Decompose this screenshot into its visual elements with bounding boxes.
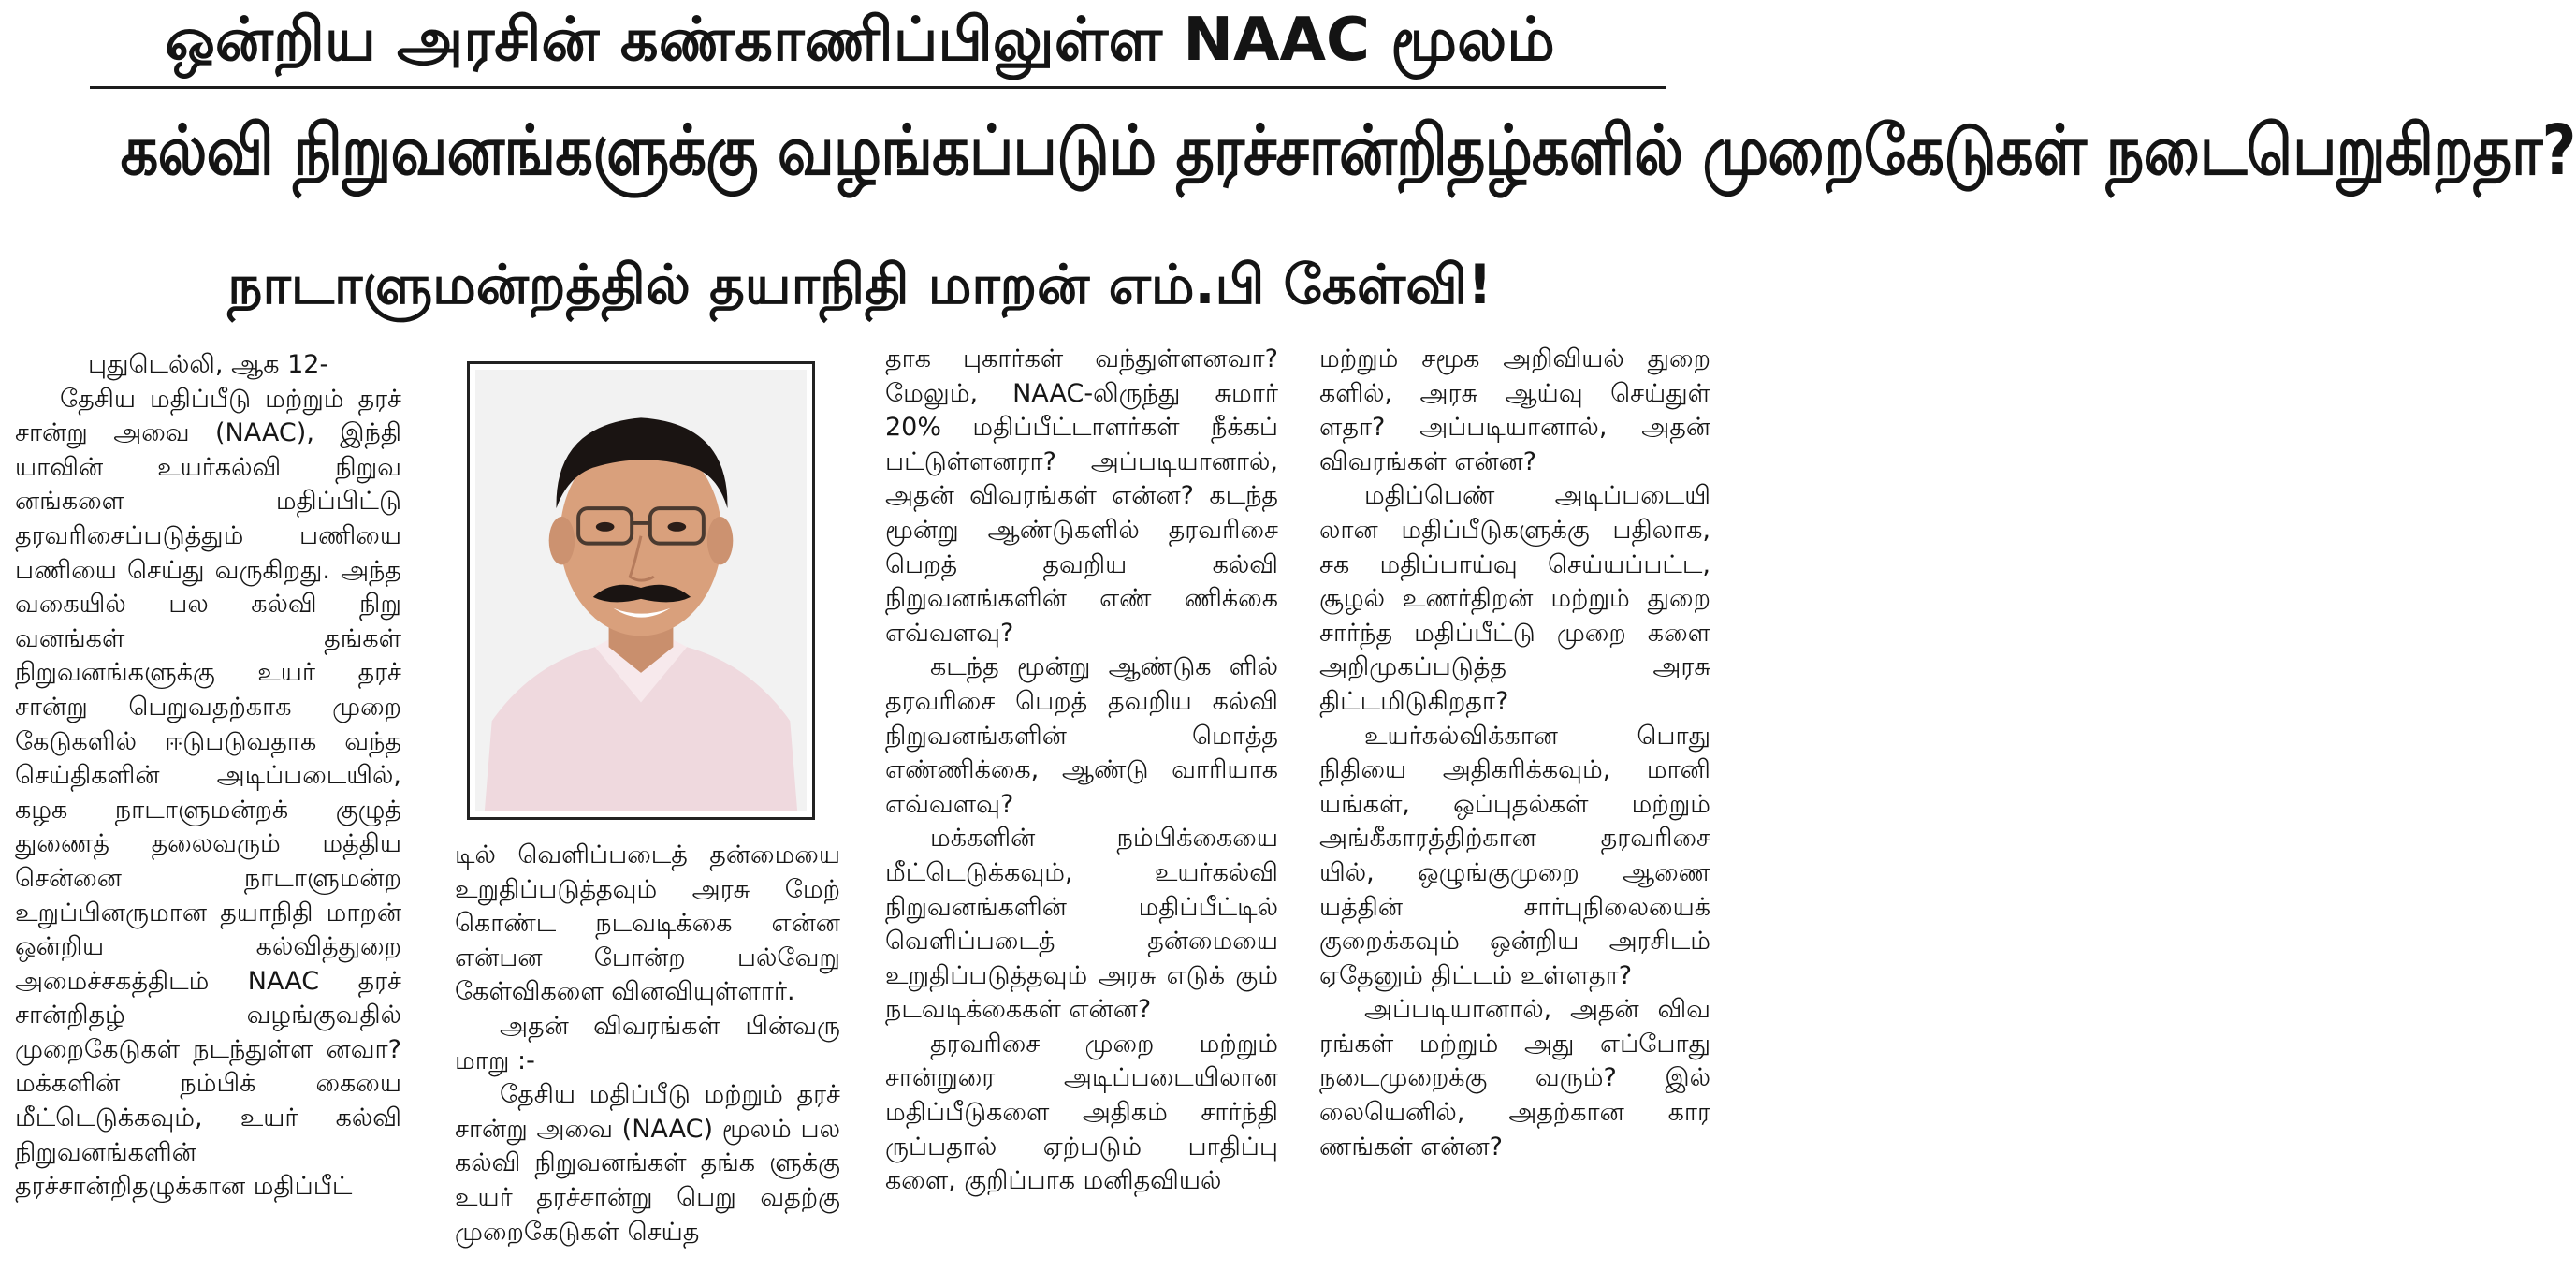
paragraph: கடந்த மூன்று ஆண்டுக ளில் தரவரிசை பெறத் தவறிய கல்வி நிறுவனங்களின் மொத்த எண்ணிக்கை, ஆண்டு வாரியாக எவ்வளவு? — [885, 652, 1278, 819]
paragraph: அப்படியானால், அதன் விவ ரங்கள் மற்றும் அது எப்போது நடைமுறைக்கு வரும்? இல் லையெனில், அதற்கான கார ணங்கள் என்ன? — [1319, 995, 1710, 1162]
headline-line-1: ஒன்றிய அரசின் கண்காணிப்பிலுள்ள NAAC மூலம் — [165, 6, 1555, 75]
paragraph: தரவரிசை முறை மற்றும் சான்றுரை அடிப்படையிலான மதிப்பீடுகளை அதிகம் சார்ந்தி ருப்பதால் ஏற்படும் பாதிப்பு களை, குறிப்பாக மனிதவியல் — [885, 1029, 1278, 1196]
portrait-photo — [475, 370, 807, 811]
paragraph: மக்களின் நம்பிக்கையை மீட்டெடுக்கவும், உயர்கல்வி நிறுவனங்களின் மதிப்பீட்டில் வெளிப்படைத் தன்மையை உறுதிப்படுத்தவும் அரசு எடுக் கும் நடவடிக்கைகள் என்ன? — [885, 824, 1278, 1025]
article-column-2 — [455, 839, 840, 1286]
article-column-4 — [1319, 343, 1710, 1279]
paragraph: தாக புகார்கள் வந்துள்ளனவா? மேலும், NAAC-லிருந்து சுமார் 20% மதிப்பீட்டாளர்கள் நீக்கப் பட்டுள்ளனரா? அப்படியானால், அதன் விவரங்கள் என்ன? கடந்த மூன்று ஆண்டுகளில் தரவரிசை பெறத் தவறிய கல்வி நிறுவனங்களின் எண் ணிக்கை எவ்வளவு? — [885, 344, 1278, 648]
dateline: புதுடெல்லி, ஆக 12- — [88, 350, 329, 379]
photo-frame — [467, 361, 815, 820]
article-column-1 — [15, 348, 401, 1284]
paragraph: தேசிய மதிப்பீடு மற்றும் தரச் சான்று அவை (NAAC) மூலம் பல கல்வி நிறுவனங்கள் தங்க ளுக்கு உயர் தரச்சான்று பெறு வதற்கு முறைகேடுகள் செய்த — [455, 1080, 840, 1247]
paragraph: அதன் விவரங்கள் பின்வரு மாறு :- — [455, 1011, 840, 1075]
paragraph: தேசிய மதிப்பீடு மற்றும் தரச் சான்று அவை (NAAC), இந்தி யாவின் உயர்கல்வி நிறுவ னங்களை மதிப்பிட்டு தரவரிசைப்படுத்தும் பணியை பணியை செய்து வருகிறது. அந்த வகையில் பல கல்வி நிறு வனங்கள் தங்கள் நிறுவனங்களுக்கு உயர் தரச் சான்று பெறுவதற்காக முறை கேடுகளில் ஈடுபடுவதாக வந்த செய்திகளின் அடிப்படையில், கழக நாடாளுமன்றக் குழுத் துணைத் தலைவரும் மத்திய சென்னை நாடாளுமன்ற உறுப்பினருமான தயாநிதி மாறன் ஒன்றிய கல்வித்துறை அமைச்சகத்திடம் NAAC தரச் சான்றிதழ் வழங்குவதில் முறைகேடுகள் நடந்துள்ள னவா? மக்களின் நம்பிக் கையை மீட்டெடுக்கவும், உயர் கல்வி நிறுவனங்களின் தரச்சான்றிதழுக்கான மதிப்பீட் — [15, 384, 401, 1202]
article-column-3 — [885, 343, 1278, 1279]
paragraph: மதிப்பெண் அடிப்படையி லான மதிப்பீடுகளுக்கு பதிலாக, சக மதிப்பாய்வு செய்யப்பட்ட, சூழல் உணர்திறன் மற்றும் துறை சார்ந்த மதிப்பீட்டு முறை களை அறிமுகப்படுத்த அரசு திட்டமிடுகிறதா? — [1319, 481, 1710, 716]
paragraph: உயர்கல்விக்கான பொது நிதியை அதிகரிக்கவும், மானி யங்கள், ஒப்புதல்கள் மற்றும் அங்கீகாரத்திற்கான தரவரிசை யில், ஒழுங்குமுறை ஆணை யத்தின் சார்புநிலையைக் குறைக்கவும் ஒன்றிய அரசிடம் ஏதேனும் திட்டம் உள்ளதா? — [1319, 721, 1710, 990]
paragraph: டில் வெளிப்படைத் தன்மையை உறுதிப்படுத்தவும் அரசு மேற் கொண்ட நடவடிக்கை என்ன என்பன போன்ற பல்வேறு கேள்விகளை வினவியுள்ளார். — [455, 840, 840, 1007]
headline-line-3: நாடாளுமன்றத்தில் தயாநிதி மாறன் எம்.பி கேள்வி! — [227, 253, 1492, 316]
paragraph: மற்றும் சமூக அறிவியல் துறை களில், அரசு ஆய்வு செய்துள் ளதா? அப்படியானால், அதன் விவரங்கள் என்ன? — [1319, 344, 1710, 476]
headline-divider — [90, 86, 1666, 89]
headline-line-2: கல்வி நிறுவனங்களுக்கு வழங்கப்படும் தரச்சான்றிதழ்களில் முறைகேடுகள் நடைபெறுகிறதா? — [120, 110, 2576, 191]
